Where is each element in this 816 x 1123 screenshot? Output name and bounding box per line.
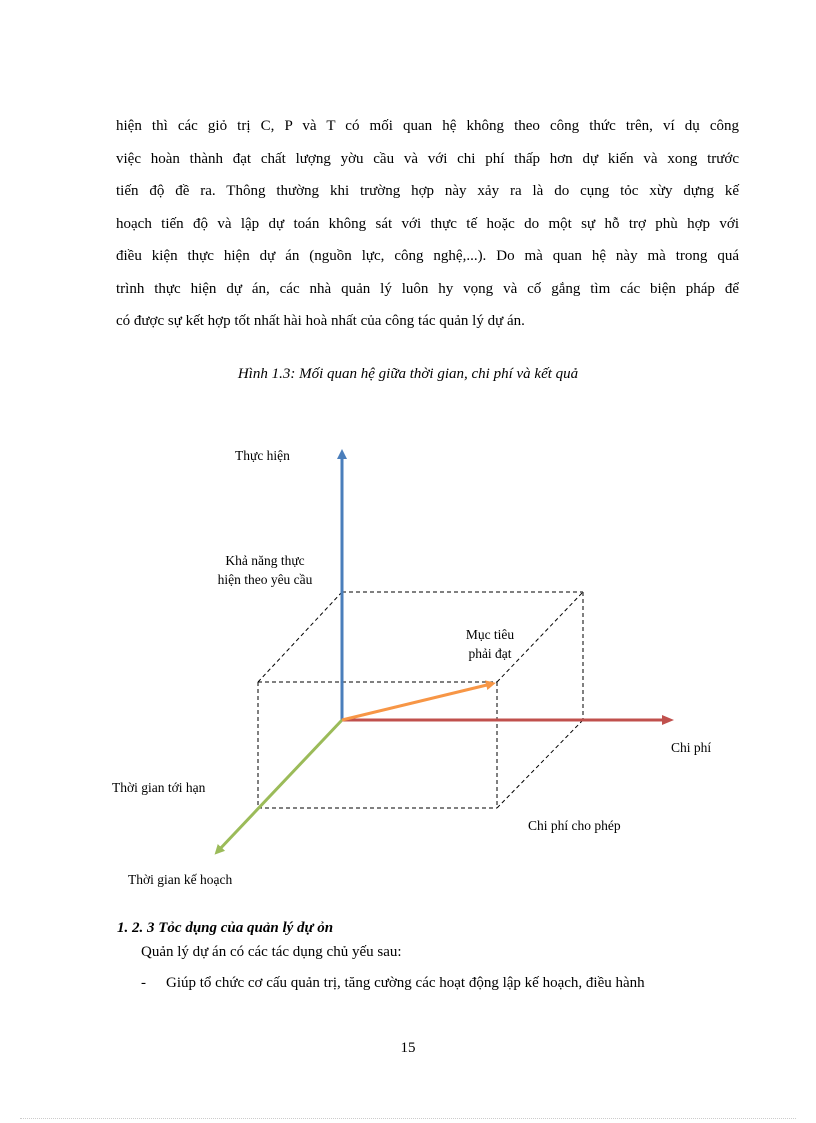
paragraph-line: việc hoàn thành đạt chất lượng yờu cầu và với chi phí thấp hơn dự kiến và xong trước <box>116 150 739 167</box>
time-axis <box>218 720 342 851</box>
page-number: 15 <box>400 1040 416 1056</box>
capability-label <box>190 551 340 589</box>
cost-axis-label: Chi phí <box>671 740 712 755</box>
target-label-line: phải đạt <box>468 646 512 661</box>
box-edge <box>497 720 583 808</box>
bullet-item: Giúp tổ chức cơ cấu quản trị, tăng cường các hoạt động lập kế hoạch, điều hành <box>166 975 645 991</box>
allowed-cost-label: Chi phí cho phép <box>528 818 621 833</box>
bullet-marker: - <box>141 975 146 991</box>
capability-label-line: hiện theo yêu cầu <box>217 572 313 587</box>
paragraph-line: trình thực hiện dự án, các nhà quản lý luôn hy vọng và cố gắng tìm các biện pháp để <box>116 280 739 297</box>
paragraph-line: hiện thì các giỏ trị C, P và T có mối quan hệ không theo công thức trên, ví dụ công <box>116 118 739 134</box>
box-edge <box>258 592 342 682</box>
section-heading: 1. 2. 3 Tỏc dụng của quản lý dự ỏn <box>117 920 334 936</box>
target-label <box>450 625 530 663</box>
capability-label-line: Khả năng thực <box>225 553 305 568</box>
performance-axis-label: Thực hiện <box>235 448 290 463</box>
section-intro: Quản lý dự án có các tác dụng chủ yếu sau: <box>141 944 402 960</box>
planned-time-label: Thời gian kế hoạch <box>128 872 233 887</box>
figure-caption: Hình 1.3: Mối quan hệ giữa thời gian, chi phí và kết quả <box>237 366 579 382</box>
paragraph-line: tiến độ đề ra. Thông thường khi trường hợp này xảy ra là do cụng tỏc xừy dựng kế <box>116 183 739 199</box>
target-label-line: Mục tiêu <box>465 627 515 642</box>
target-vector <box>342 684 491 720</box>
paragraph-line: hoạch tiến độ và lập dự toán không sát với thực tế hoặc do một sự hỗ trợ phù hợp với <box>116 215 739 232</box>
footer-divider <box>20 1118 796 1119</box>
critical-time-label: Thời gian tới hạn <box>112 780 206 795</box>
paragraph-line: điều kiện thực hiện dự án (nguồn lực, công nghệ,...). Do mà quan hệ này mà trong quá <box>116 248 739 264</box>
paragraph-line: có được sự kết hợp tốt nhất hài hoà nhất của công tác quản lý dự án. <box>116 313 525 329</box>
